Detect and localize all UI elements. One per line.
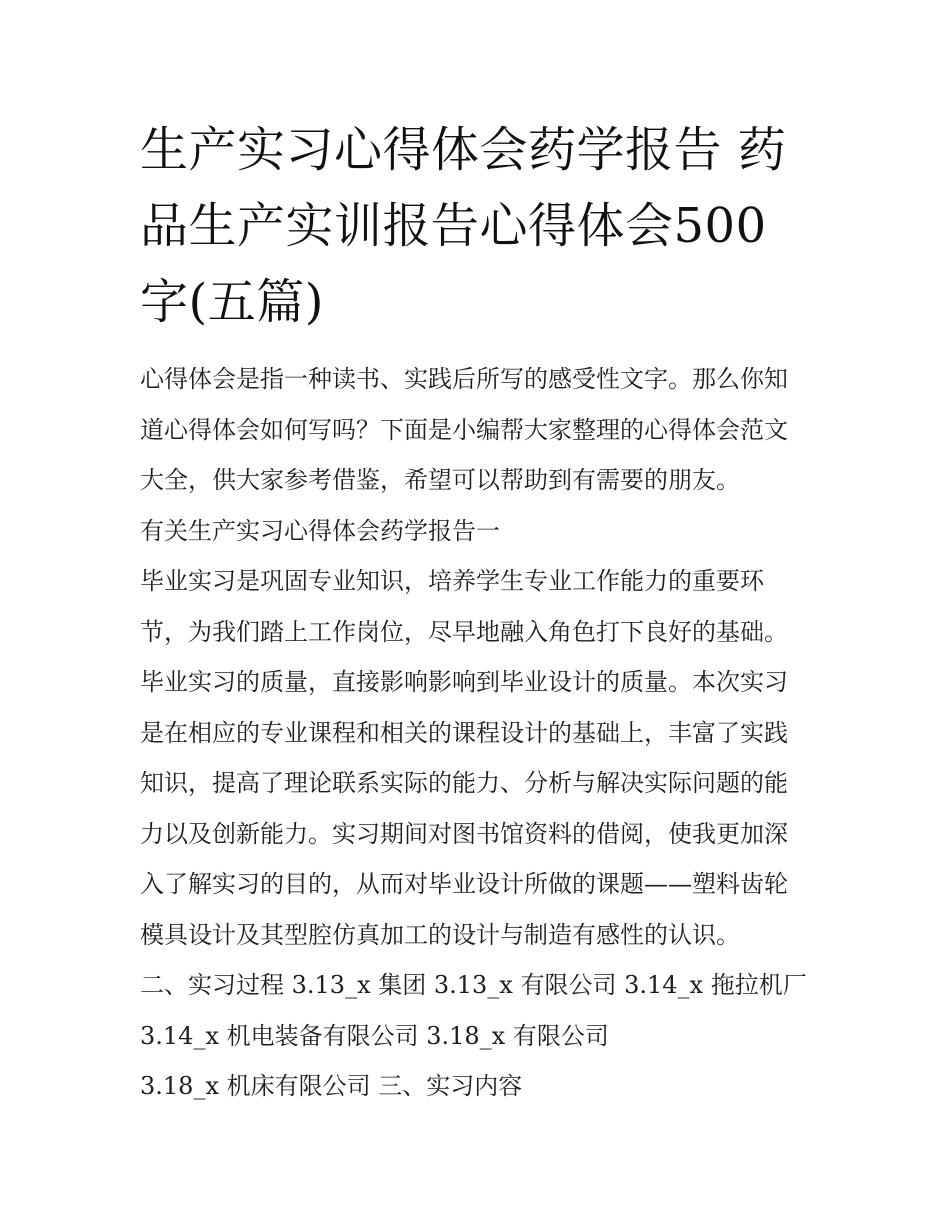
body-line: 3.18_x 机床有限公司 三、实习内容 — [140, 1072, 523, 1100]
body-line: 3.14_x 机电装备有限公司 3.18_x 有限公司 — [140, 1021, 609, 1050]
body-line: 大全，供大家参考借鉴，希望可以帮助到有需要的朋友。 — [140, 466, 740, 494]
body-line: 是在相应的专业课程和相关的课程设计的基础上，丰富了实践 — [140, 718, 788, 747]
body-line: 入了解实习的目的，从而对毕业设计所做的课题——塑料齿轮 — [140, 870, 788, 898]
body-line: 力以及创新能力。实习期间对图书馆资料的借阅，使我更加深 — [140, 819, 788, 848]
body-line: 知识，提高了理论联系实际的能力、分析与解决实际问题的能 — [140, 769, 788, 797]
section-heading: 有关生产实习心得体会药学报告一 — [140, 516, 500, 545]
body-line: 心得体会是指一种读书、实践后所写的感受性文字。那么你知 — [140, 365, 788, 393]
body-line: 二、实习过程 3.13_x 集团 3.13_x 有限公司 3.14_x 拖拉机厂 — [140, 971, 807, 999]
body-line: 毕业实习的质量，直接影响影响到毕业设计的质量。本次实习 — [140, 668, 788, 696]
title-line: 生产实习心得体会药学报告 药 — [140, 122, 787, 178]
body-line: 节，为我们踏上工作岗位，尽早地融入角色打下良好的基础。 — [140, 617, 788, 646]
document-content — [140, 112, 820, 1112]
document-body — [140, 354, 820, 1112]
title-line: 字(五篇) — [140, 274, 324, 330]
title-line: 品生产实训报告心得体会500 — [140, 198, 767, 254]
body-line: 模具设计及其型腔仿真加工的设计与制造有感性的认识。 — [140, 920, 740, 949]
body-line: 毕业实习是巩固专业知识，培养学生专业工作能力的重要环 — [140, 567, 764, 595]
body-line: 道心得体会如何写吗？下面是小编帮大家整理的心得体会范文 — [140, 415, 788, 444]
document-title — [140, 112, 820, 340]
